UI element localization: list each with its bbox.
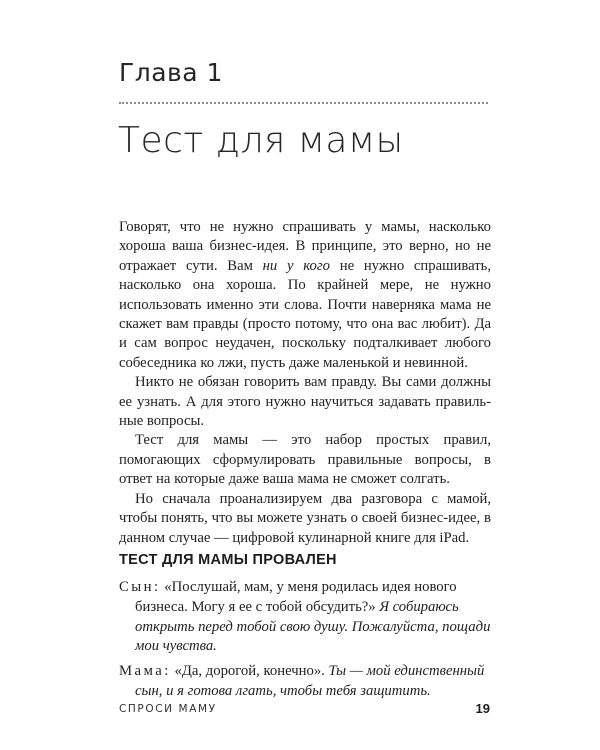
dialogue — [119, 578, 491, 707]
intro-text — [119, 218, 491, 548]
dialogue-turn-mom — [119, 662, 491, 702]
dotted-divider — [119, 102, 488, 104]
son-speech: «Послушай, мам, у меня родилась идея нового бизнеса. Могу я ее с тобой обсудить?» — [135, 579, 457, 615]
page-number: 19 — [475, 701, 490, 716]
chapter-title: Тест для мамы — [118, 120, 404, 161]
section-heading: ТЕСТ ДЛЯ МАМЫ ПРОВАЛЕН — [119, 552, 337, 568]
son-aside: Я собираюсь открыть перед тобой свою душу. Пожалуйста, пощади мои чувства. — [135, 598, 491, 655]
intro-paragraph-1-end: не нужно спрашивать, насколько она хороша. По крайней мере, не нужно использовать именно эти слова. Почти наверняка мама не скажет вам правды (просто потому, что она вас любит). Да и сам вопрос неудачен, поскольку подталкивает любого собеседника ко лжи, пусть даже маленькой и невинной. — [119, 257, 491, 371]
dialogue-turn-son — [119, 578, 491, 657]
running-title: СПРОСИ МАМУ — [119, 703, 217, 715]
intro-paragraph-4: Но сначала проанализируем два разговора с мамой, чтобы понять, что вы можете узнать о своей бизнес-идее, в данном случае — цифровой кулинарной книге для iPad. — [119, 490, 491, 546]
chapter-label: Глава 1 — [119, 58, 223, 87]
intro-paragraph-1-emphasis: ни у кого — [262, 257, 330, 274]
intro-paragraph-1-start: Говорят, что не нужно спрашивать у мамы, насколько хороша ваша бизнес-идея. В принципе, это верно, но не отражает сути. Вам — [119, 219, 491, 274]
speaker-son: Сын: — [119, 579, 161, 595]
intro-paragraph-2: Никто не обязан говорить вам правду. Вы сами должны ее узнать. А для этого нужно научиться задавать правильные вопросы. — [119, 374, 491, 430]
intro-paragraph-3: Тест для мамы — это набор простых правил, помогающих сформулировать правильные вопросы, в ответ на которые даже ваша мама не сможет солгать. — [119, 432, 491, 488]
speaker-mom: Мама: — [119, 663, 171, 680]
intro-paragraph-1 — [119, 218, 491, 373]
mom-speech: «Да, дорогой, конечно». — [170, 663, 329, 680]
mom-aside: Ты — мой единственный сын, и я готова лгать, чтобы тебя защитить. — [135, 663, 485, 699]
